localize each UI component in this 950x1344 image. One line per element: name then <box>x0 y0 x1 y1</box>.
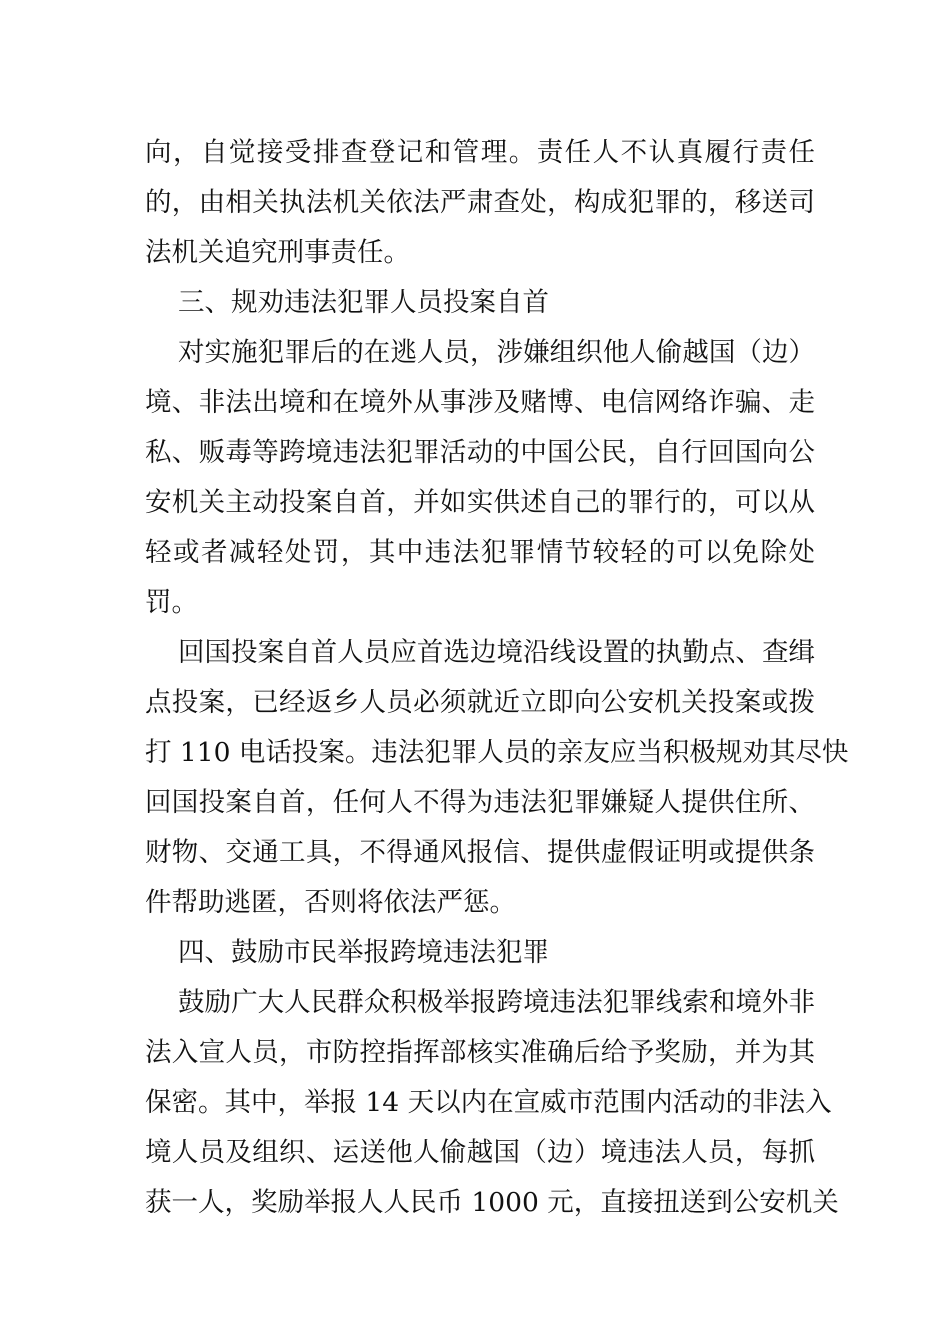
body-text-line: 打 110 电话投案。违法犯罪人员的亲友应当积极规劝其尽快 <box>145 737 849 768</box>
paragraph-first-line: 鼓励广大人民群众积极举报跨境违法犯罪线索和境外非 <box>178 987 815 1018</box>
body-text-line: 境人员及组织、运送他人偷越国（边）境违法人员，每抓 <box>145 1137 815 1168</box>
body-text-line: 获一人，奖励举报人人民币 1000 元，直接扭送到公安机关 <box>145 1187 839 1218</box>
body-text-line: 安机关主动投案自首，并如实供述自己的罪行的，可以从 <box>145 487 815 518</box>
body-text-line: 罚。 <box>145 587 198 618</box>
body-text-line: 私、贩毒等跨境违法犯罪活动的中国公民，自行回国向公 <box>145 437 815 468</box>
paragraph-first-line: 回国投案自首人员应首选边境沿线设置的执勤点、查缉 <box>178 637 815 668</box>
body-text-line: 法机关追究刑事责任。 <box>145 237 410 268</box>
body-text-line: 法入宣人员，市防控指挥部核实准确后给予奖励，并为其 <box>145 1037 815 1068</box>
body-text-line: 向，自觉接受排查登记和管理。责任人不认真履行责任 <box>145 137 815 168</box>
body-text-line: 点投案，已经返乡人员必须就近立即向公安机关投案或拨 <box>145 687 815 718</box>
body-text-line: 境、非法出境和在境外从事涉及赌博、电信网络诈骗、走 <box>145 387 815 418</box>
section-heading: 四、鼓励市民举报跨境违法犯罪 <box>178 937 549 968</box>
body-text-line: 轻或者减轻处罚，其中违法犯罪情节较轻的可以免除处 <box>145 537 815 568</box>
body-text-line: 的，由相关执法机关依法严肃查处，构成犯罪的，移送司 <box>145 187 815 218</box>
body-text-line: 财物、交通工具，不得通风报信、提供虚假证明或提供条 <box>145 837 815 868</box>
body-text-line: 保密。其中，举报 14 天以内在宣威市范围内活动的非法入 <box>145 1087 832 1118</box>
paragraph-first-line: 对实施犯罪后的在逃人员，涉嫌组织他人偷越国（边） <box>178 337 815 368</box>
section-heading: 三、规劝违法犯罪人员投案自首 <box>178 287 549 318</box>
body-text-line: 回国投案自首，任何人不得为违法犯罪嫌疑人提供住所、 <box>145 787 815 818</box>
body-text-line: 件帮助逃匿，否则将依法严惩。 <box>145 887 516 918</box>
